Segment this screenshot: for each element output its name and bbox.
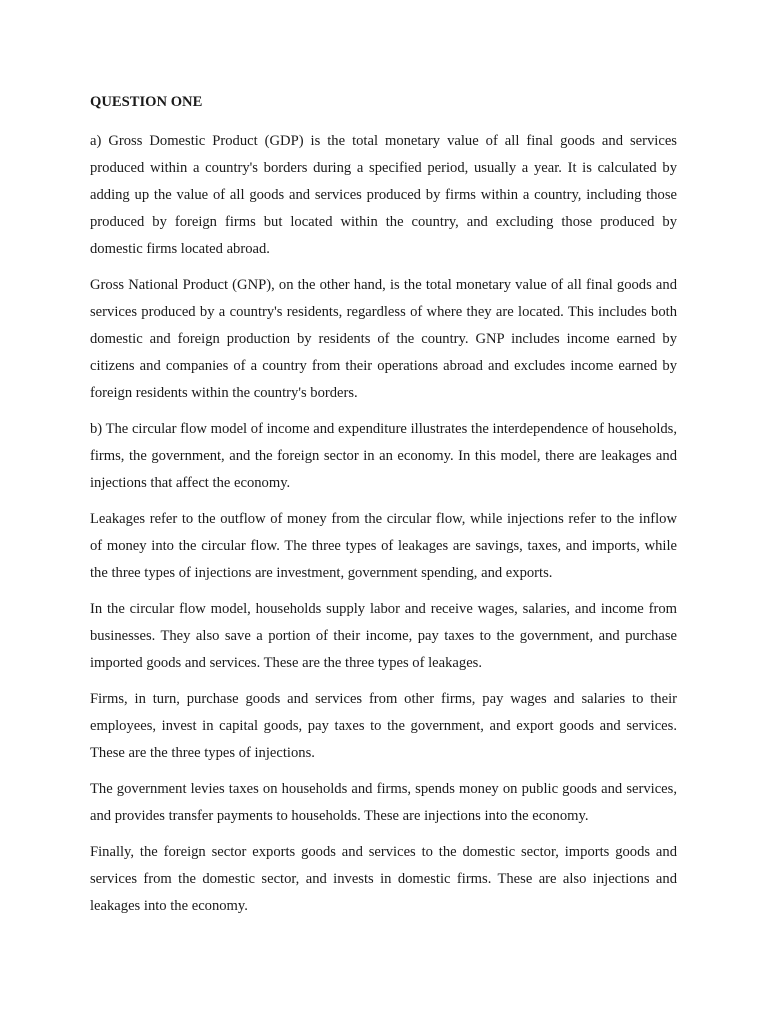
paragraph-gnp: Gross National Product (GNP), on the other hand, is the total monetary value of all final goods and services produced by a country's residents, regardless of where they are located. This includes both domestic and foreign production by residents of the country. GNP includes income earned by citizens and companies of a country from their operations abroad and excludes income earned by foreign residents within the country's borders. [90,277,677,401]
paragraph-foreign-sector: Finally, the foreign sector exports goods and services to the domestic sector, imports goods and services from the domestic sector, and invests in domestic firms. These are also injections and leakages into the economy. [90,844,677,914]
paragraph-circular-flow: b) The circular flow model of income and expenditure illustrates the interdependence of households, firms, the government, and the foreign sector in an economy. In this model, there are leakages and injections that affect the economy. [90,421,677,491]
paragraph-government: The government levies taxes on households and firms, spends money on public goods and services, and provides transfer payments to households. These are injections into the economy. [90,781,677,824]
paragraph-firms: Firms, in turn, purchase goods and services from other firms, pay wages and salaries to their employees, invest in capital goods, pay taxes to the government, and export goods and services. These are the three types of injections. [90,691,677,761]
paragraph-leakages-injections: Leakages refer to the outflow of money from the circular flow, while injections refer to the inflow of money into the circular flow. The three types of leakages are savings, taxes, and imports, while the three types of injections are investment, government spending, and exports. [90,511,677,581]
question-heading: QUESTION ONE [90,94,203,110]
paragraph-households: In the circular flow model, households supply labor and receive wages, salaries, and income from businesses. They also save a portion of their income, pay taxes to the government, and purchase imported goods and services. These are the three types of leakages. [90,601,677,671]
document-page [90,92,677,929]
paragraph-gdp: a) Gross Domestic Product (GDP) is the total monetary value of all final goods and services produced within a country's borders during a specified period, usually a year. It is calculated by adding up the value of all goods and services produced by firms within a country, including those produced by foreign firms but located within the country, and excluding those produced by domestic firms located abroad. [90,133,677,257]
